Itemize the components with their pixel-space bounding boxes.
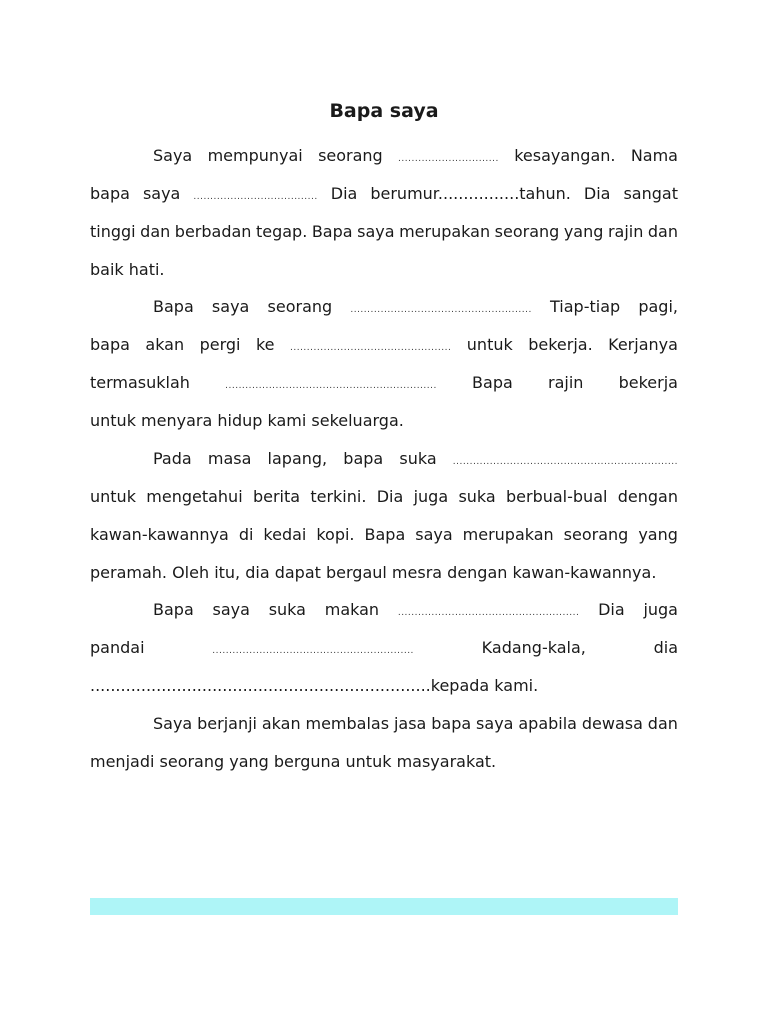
word: untuk bbox=[90, 487, 136, 506]
word: dan bbox=[140, 222, 171, 241]
blank-field: ................................................ bbox=[289, 343, 452, 353]
word: tinggi bbox=[90, 222, 136, 241]
word: berita bbox=[252, 487, 301, 506]
text-line bbox=[90, 709, 678, 739]
word: kesayangan. bbox=[514, 146, 616, 165]
word: masa bbox=[207, 449, 252, 468]
word: Kadang-kala, bbox=[481, 638, 586, 657]
word: berumur................tahun. bbox=[370, 184, 571, 203]
word: bapa bbox=[90, 335, 130, 354]
word: dia bbox=[653, 638, 678, 657]
word: yang bbox=[563, 222, 604, 241]
word: Saya bbox=[153, 714, 193, 733]
word: merupakan bbox=[462, 525, 554, 544]
word: Dia bbox=[330, 184, 358, 203]
word: sangat bbox=[623, 184, 678, 203]
text-line bbox=[90, 520, 678, 550]
text-line bbox=[90, 255, 678, 285]
word: dewasa bbox=[581, 714, 643, 733]
blank-field: ...................................................... bbox=[350, 305, 532, 315]
word: peramah. Oleh itu, dia dapat bergaul mesra dengan kawan-kawannya. bbox=[90, 563, 657, 582]
word: dan bbox=[647, 222, 678, 241]
word: apabila bbox=[518, 714, 577, 733]
word: akan bbox=[145, 335, 185, 354]
word: suka bbox=[268, 600, 306, 619]
text-line bbox=[90, 558, 678, 588]
blank-field: ................................................................... bbox=[452, 457, 678, 467]
word: juga bbox=[643, 600, 678, 619]
text-line bbox=[90, 217, 678, 247]
word: Tiap-tiap bbox=[550, 297, 621, 316]
word: Bapa bbox=[153, 600, 194, 619]
word: berbadan bbox=[174, 222, 252, 241]
word: Dia bbox=[376, 487, 404, 506]
blank-field: ............................................................... bbox=[225, 381, 437, 391]
word: Kerjanya bbox=[608, 335, 678, 354]
word: saya bbox=[211, 297, 250, 316]
word: ke bbox=[255, 335, 275, 354]
text-line bbox=[90, 368, 678, 398]
word: saya bbox=[212, 600, 250, 619]
word: makan bbox=[324, 600, 380, 619]
word: dan bbox=[647, 714, 678, 733]
text-line bbox=[90, 747, 678, 777]
text-line bbox=[90, 633, 678, 663]
word: juga bbox=[413, 487, 449, 506]
word: ...................................................................kepada kami. bbox=[90, 676, 539, 695]
word: yang bbox=[638, 525, 678, 544]
word: seorang bbox=[563, 525, 629, 544]
word: merupakan bbox=[399, 222, 491, 241]
word: di bbox=[238, 525, 254, 544]
word: seorang bbox=[494, 222, 560, 241]
word: Bapa bbox=[311, 222, 353, 241]
word: Nama bbox=[630, 146, 678, 165]
word: Dia bbox=[583, 184, 611, 203]
word: bapa bbox=[431, 714, 472, 733]
word: pagi, bbox=[638, 297, 678, 316]
word: seorang bbox=[267, 297, 333, 316]
text-line bbox=[90, 141, 678, 171]
text-line bbox=[90, 330, 678, 360]
word: pandai bbox=[90, 638, 145, 657]
word: mempunyai bbox=[207, 146, 303, 165]
word: menjadi seorang yang berguna untuk masyarakat. bbox=[90, 752, 497, 771]
footer-accent-bar bbox=[90, 898, 678, 915]
word: jasa bbox=[393, 714, 427, 733]
word: terkini. bbox=[310, 487, 367, 506]
word: bekerja bbox=[618, 373, 678, 392]
word: suka bbox=[399, 449, 437, 468]
word: saya bbox=[142, 184, 181, 203]
word: suka bbox=[458, 487, 496, 506]
word: termasuklah bbox=[90, 373, 190, 392]
blank-field: .............................. bbox=[398, 154, 499, 164]
blank-field: ...................................................... bbox=[397, 608, 580, 618]
word: untuk bbox=[466, 335, 513, 354]
word: rajin bbox=[607, 222, 644, 241]
page-title: Bapa saya bbox=[329, 100, 439, 122]
text-line bbox=[90, 292, 678, 322]
word: bapa bbox=[343, 449, 384, 468]
word: Bapa bbox=[364, 525, 406, 544]
word: kedai bbox=[263, 525, 307, 544]
word: lapang, bbox=[267, 449, 328, 468]
blank-field: ............................................................ bbox=[212, 646, 414, 656]
word: bapa bbox=[90, 184, 130, 203]
word: berbual-bual bbox=[506, 487, 608, 506]
word: seorang bbox=[318, 146, 383, 165]
word: berjanji bbox=[197, 714, 257, 733]
word: Bapa bbox=[472, 373, 513, 392]
word: kawan-kawannya bbox=[90, 525, 229, 544]
text-line bbox=[90, 406, 678, 436]
blank-field: ..................................... bbox=[193, 192, 318, 202]
word: Pada bbox=[153, 449, 192, 468]
word: pergi bbox=[199, 335, 241, 354]
word: Bapa bbox=[153, 297, 194, 316]
word: mengetahui bbox=[146, 487, 243, 506]
word: Saya bbox=[153, 146, 193, 165]
word: dengan bbox=[617, 487, 678, 506]
word: rajin bbox=[547, 373, 584, 392]
word: saya bbox=[415, 525, 453, 544]
word: baik hati. bbox=[90, 260, 165, 279]
text-line bbox=[90, 444, 678, 474]
text-line bbox=[90, 179, 678, 209]
word: Dia bbox=[598, 600, 625, 619]
text-line bbox=[90, 671, 678, 701]
word: kopi. bbox=[316, 525, 355, 544]
text-line bbox=[90, 482, 678, 512]
word: saya bbox=[357, 222, 395, 241]
word: untuk menyara hidup kami sekeluarga. bbox=[90, 411, 404, 430]
word: saya bbox=[476, 714, 514, 733]
word: akan bbox=[261, 714, 301, 733]
word: bekerja. bbox=[528, 335, 593, 354]
text-line bbox=[90, 595, 678, 625]
word: membalas bbox=[305, 714, 390, 733]
word: tegap. bbox=[255, 222, 308, 241]
